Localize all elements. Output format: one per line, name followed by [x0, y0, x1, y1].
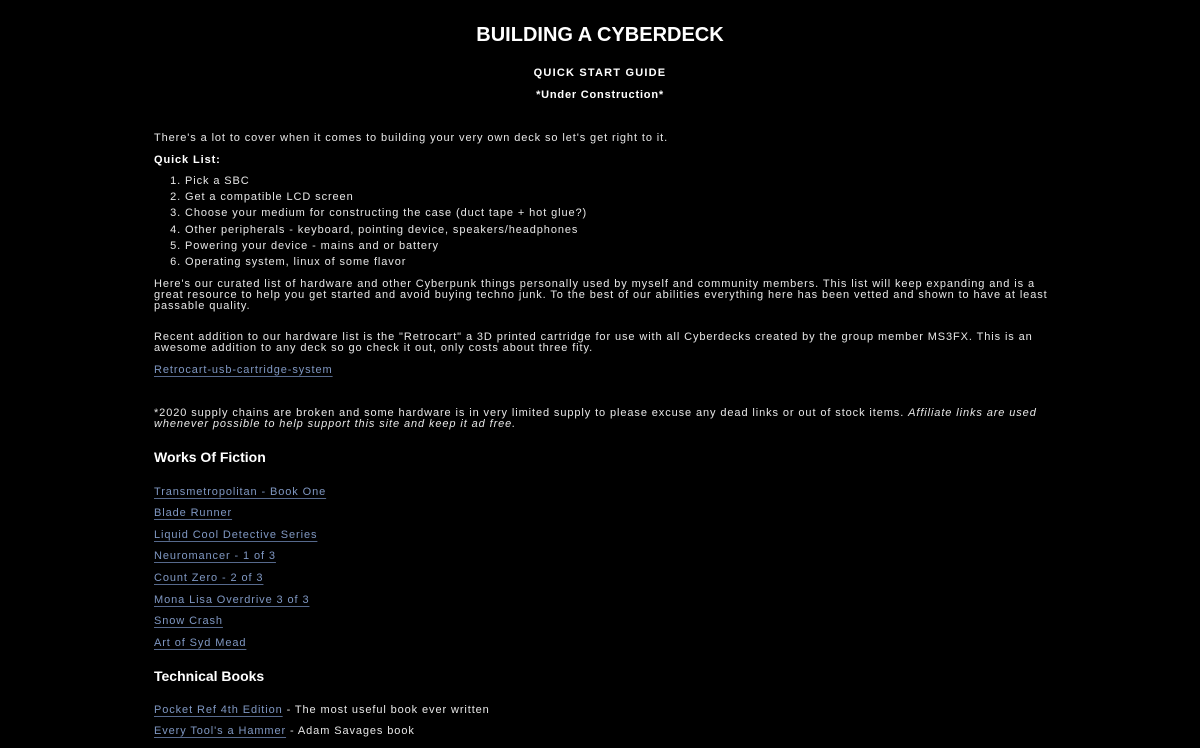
- technical-book-row: [154, 725, 415, 737]
- construction-notice: *Under Construction*: [536, 89, 664, 101]
- quick-list-item: 1. Pick a SBC: [185, 173, 587, 189]
- technical-book-row: [154, 704, 490, 716]
- quick-list-item: 3. Choose your medium for constructing the case (duct tape + hot glue?): [185, 205, 587, 221]
- retrocart-link[interactable]: Retrocart-usb-cartridge-system: [154, 364, 333, 376]
- quick-list-item: 4. Other peripherals - keyboard, pointing device, speakers/headphones: [185, 222, 587, 238]
- quick-list-item: 6. Operating system, linux of some flavor: [185, 254, 587, 270]
- intro-text: There's a lot to cover when it comes to building your very own deck so let's get right to it.: [154, 132, 669, 144]
- quick-list-item: 5. Powering your device - mains and or battery: [185, 238, 587, 254]
- fiction-link[interactable]: Liquid Cool Detective Series: [154, 529, 318, 541]
- supply-chain-note: [154, 408, 1054, 430]
- retrocart-paragraph: Recent addition to our hardware list is the "Retrocart" a 3D printed cartridge for use with all Cyberdecks created by the group member MS3FX. This is an awesome addition to any deck so go check it out, only costs about three fity.: [154, 331, 1033, 354]
- fiction-heading: Works Of Fiction: [154, 449, 266, 465]
- fiction-link[interactable]: Transmetropolitan - Book One: [154, 486, 327, 498]
- fiction-link[interactable]: Count Zero - 2 of 3: [154, 572, 264, 584]
- quick-list-label: Quick List:: [154, 154, 221, 166]
- supply-note-text: *2020 supply chains are broken and some hardware is in very limited supply to please excuse any dead links or out of stock items.: [154, 407, 909, 419]
- quick-list-item: 2. Get a compatible LCD screen: [185, 189, 587, 205]
- fiction-link[interactable]: Blade Runner: [154, 507, 233, 519]
- page-title: BUILDING A CYBERDECK: [476, 24, 724, 46]
- fiction-link[interactable]: Snow Crash: [154, 615, 223, 627]
- technical-book-link[interactable]: Pocket Ref 4th Edition: [154, 704, 283, 716]
- fiction-link[interactable]: Art of Syd Mead: [154, 637, 247, 649]
- affiliate-note: Affiliate links are used whenever possible to help support this site and keep it ad free.: [154, 407, 1037, 430]
- technical-book-note: - The most useful book ever written: [282, 704, 490, 716]
- page-subtitle: QUICK START GUIDE: [533, 67, 667, 79]
- curated-list-paragraph: Here's our curated list of hardware and other Cyberpunk things personally used by myself and community members. This list will keep expanding and is a great resource to help you get started and avoid buying techno junk. To the best of our abilities everything here has been vetted and shown to have at least passable quality.: [154, 278, 1048, 312]
- technical-book-link[interactable]: Every Tool's a Hammer: [154, 725, 287, 737]
- fiction-link[interactable]: Neuromancer - 1 of 3: [154, 550, 276, 562]
- fiction-link[interactable]: Mona Lisa Overdrive 3 of 3: [154, 594, 310, 606]
- technical-book-note: - Adam Savages book: [286, 725, 415, 737]
- technical-books-heading: Technical Books: [154, 668, 265, 684]
- quick-list: [154, 173, 587, 270]
